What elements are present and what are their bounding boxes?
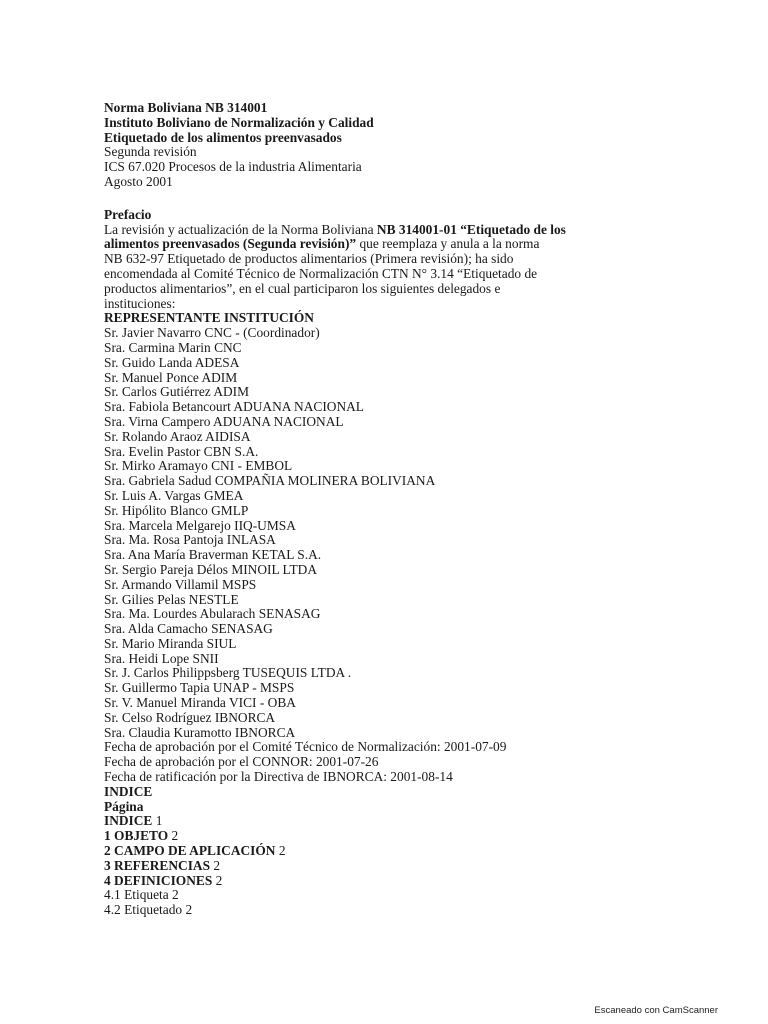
list-item: Sr. Manuel Ponce ADIM [104,369,238,385]
document-title: Etiquetado de los alimentos preenvasados [104,129,342,145]
list-item: Sra. Evelin Pastor CBN S.A. [104,443,259,459]
prefacio-heading: Prefacio [104,206,152,222]
list-item: Sr. Sergio Pareja Délos MINOIL LTDA [104,561,317,577]
list-item: Sra. Claudia Kuramotto IBNORCA [104,724,296,740]
list-item: Sra. Marcela Melgarejo IIQ-UMSA [104,517,296,533]
list-item: Sr. Mario Miranda SIUL [104,635,237,651]
prefacio-line-2 [104,237,704,252]
prefacio-line-3: NB 632-97 Etiquetado de productos alimentarios (Primera revisión); ha sido [104,251,514,267]
standard-title: Norma Boliviana NB 314001 [104,100,268,115]
page-column-label: Página [104,798,144,814]
prefacio-bold-text: alimentos preenvasados (Segunda revisión)” [104,236,357,252]
list-item: Sra. Gabriela Sadud COMPAÑIA MOLINERA BOLIVIANA [104,473,436,489]
index-list [104,814,704,918]
index-entry [104,844,704,859]
index-subentry: 4.2 Etiquetado 2 [104,902,193,918]
document-page [104,101,704,918]
index-entry-page: 1 [155,813,163,829]
list-item: Sr. Celso Rodríguez IBNORCA [104,709,276,725]
list-item: Sra. Ma. Rosa Pantoja INLASA [104,532,276,548]
prefacio-line-1 [104,223,704,238]
representatives-heading: REPRESENTANTE INSTITUCIÓN [104,310,314,326]
revision-line: Segunda revisión [104,144,197,160]
index-entry-page: 2 [278,843,286,859]
index-entry-label: INDICE [104,813,153,829]
list-item: Sr. Gilies Pelas NESTLE [104,591,239,607]
date-line: Agosto 2001 [104,173,173,189]
ratification-date: Fecha de ratificación por la Directiva de IBNORCA: 2001-08-14 [104,769,453,785]
list-item: Sr. J. Carlos Philippsberg TUSEQUIS LTDA . [104,665,352,681]
index-entry-page: 2 [171,828,179,844]
index-entry-label: 3 REFERENCIAS [104,857,211,873]
list-item: Sr. Armando Villamil MSPS [104,576,257,592]
ics-line: ICS 67.020 Procesos de la industria Alimentaria [104,159,362,175]
list-item: Sr. Guido Landa ADESA [104,354,240,370]
list-item: Sr. Luis A. Vargas GMEA [104,487,244,503]
prefacio-line-5: productos alimentarios”, en el cual participaron los siguientes delegados e [104,280,501,296]
list-item: Sra. Virna Campero ADUANA NACIONAL [104,413,344,429]
list-item: Sr. Rolando Araoz AIDISA [104,428,251,444]
list-item: Sr. Mirko Aramayo CNI - EMBOL [104,458,293,474]
approval-date-ctn: Fecha de aprobación por el Comité Técnico de Normalización: 2001-07-09 [104,739,507,755]
approval-date-connor: Fecha de aprobación por el CONNOR: 2001-07-26 [104,754,379,770]
index-entry-page: 2 [213,857,221,873]
list-item: Sr. Javier Navarro CNC - (Coordinador) [104,325,320,341]
index-entry-page: 2 [215,872,223,888]
list-item: Sr. Hipólito Blanco GMLP [104,502,249,518]
list-item: Sr. Carlos Gutiérrez ADIM [104,384,250,400]
list-item: Sra. Carmina Marin CNC [104,339,242,355]
representatives-list [104,326,704,740]
list-item: Sr. Guillermo Tapia UNAP - MSPS [104,680,295,696]
institute-name: Instituto Boliviano de Normalización y Calidad [104,114,374,130]
prefacio-line-4: encomendada al Comité Técnico de Normalización CTN N° 3.14 “Etiquetado de [104,265,538,281]
list-item: Sra. Fabiola Betancourt ADUANA NACIONAL [104,399,364,415]
index-entry-label: 4 DEFINICIONES [104,872,213,888]
index-entry-label: 1 OBJETO [104,828,169,844]
index-entry [104,859,704,874]
list-item: Sra. Ana María Braverman KETAL S.A. [104,547,322,563]
prefacio-text: que reemplaza y anula a la norma [356,236,540,252]
index-heading: INDICE [104,783,153,799]
list-item: Sra. Ma. Lourdes Abularach SENASAG [104,606,321,622]
index-entry-label: 2 CAMPO DE APLICACIÓN [104,843,276,859]
list-item: Sr. V. Manuel Miranda VICI - OBA [104,695,296,711]
prefacio-bold-text: NB 314001-01 “Etiquetado de los [376,221,566,237]
index-entry [104,814,704,829]
section-gap [104,190,704,208]
index-subentry: 4.1 Etiqueta 2 [104,887,179,903]
scanner-footer: Escaneado con CamScanner [594,1005,718,1016]
index-entry [104,829,704,844]
index-entry [104,874,704,889]
prefacio-text: La revisión y actualización de la Norma Boliviana [104,221,377,237]
list-item: Sra. Heidi Lope SNII [104,650,219,666]
prefacio-line-6: instituciones: [104,295,176,311]
list-item: Sra. Alda Camacho SENASAG [104,621,273,637]
